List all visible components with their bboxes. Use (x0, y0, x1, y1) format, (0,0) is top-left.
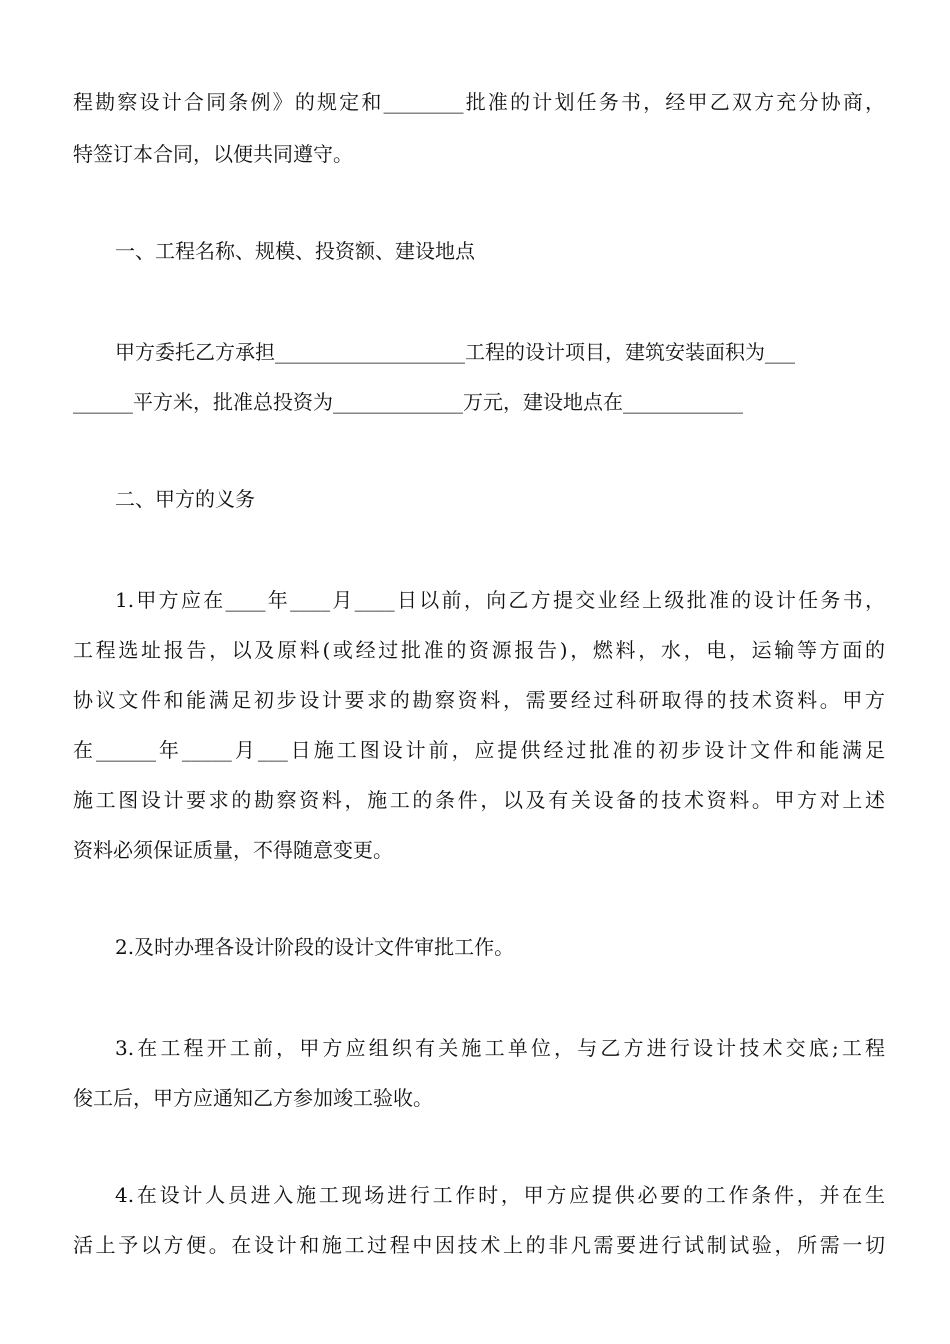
item4-line-2: 活上予以方便。在设计和施工过程中因技术上的非凡需要进行试制试验，所需一切 (73, 1233, 885, 1257)
item1-line-4: 在______年_____月___日施工图设计前，应提供经过批准的初步设计文件和能满足 (73, 738, 885, 762)
item1-line-5: 施工图设计要求的勘察资料，施工的条件，以及有关设备的技术资料。甲方对上述 (73, 788, 885, 812)
section-heading-2: 二、甲方的义务 (115, 487, 255, 511)
intro-line-2: 特签订本合同，以便共同遵守。 (73, 142, 353, 166)
section1-line-1: 甲方委托乙方承担___________________工程的设计项目，建筑安装面积为___ (115, 340, 795, 364)
item2-line-1: 2.及时办理各设计阶段的设计文件审批工作。 (115, 935, 515, 959)
intro-line-1: 程勘察设计合同条例》的规定和________批准的计划任务书，经甲乙双方充分协商， (73, 90, 885, 114)
item3-line-1: 3.在工程开工前，甲方应组织有关施工单位，与乙方进行设计技术交底;工程 (115, 1036, 885, 1060)
section-heading-1: 一、工程名称、规模、投资额、建设地点 (115, 239, 475, 263)
item1-line-1: 1.甲方应在____年____月____日以前，向乙方提交业经上级批准的设计任务书， (115, 588, 885, 612)
item1-line-2: 工程选址报告，以及原料(或经过批准的资源报告)，燃料，水，电，运输等方面的 (73, 638, 885, 662)
section1-line-2: ______平方米，批准总投资为_____________万元，建设地点在____________ (73, 390, 743, 414)
item3-line-2: 俊工后，甲方应通知乙方参加竣工验收。 (73, 1086, 433, 1110)
item4-line-1: 4.在设计人员进入施工现场进行工作时，甲方应提供必要的工作条件，并在生 (115, 1183, 885, 1207)
item1-line-3: 协议文件和能满足初步设计要求的勘察资料，需要经过科研取得的技术资料。甲方 (73, 688, 885, 712)
item1-line-6: 资料必须保证质量，不得随意变更。 (73, 838, 393, 862)
